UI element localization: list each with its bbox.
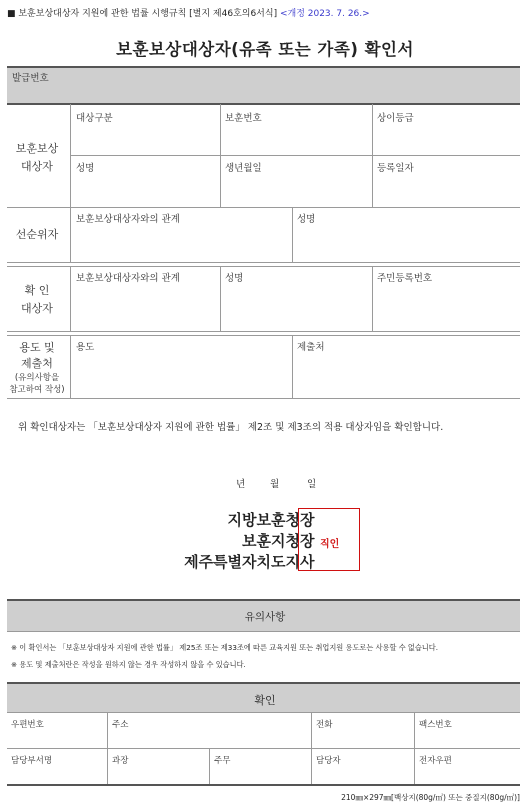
notes-title: 유의사항 xyxy=(244,611,286,623)
target-divider xyxy=(70,266,71,331)
confirm-row2-col3 xyxy=(311,748,312,784)
date-month: 월 xyxy=(270,479,280,490)
target-col3 xyxy=(372,266,373,331)
confirm-row1-col3 xyxy=(414,712,415,748)
dept-field[interactable]: 담당부서명 xyxy=(11,756,53,766)
successor-divider xyxy=(70,207,71,262)
notes-band-rule xyxy=(7,631,520,632)
section-chief-field[interactable]: 과장 xyxy=(112,756,129,766)
address-field[interactable]: 주소 xyxy=(112,720,129,730)
registration-date-field[interactable]: 등록일자 xyxy=(377,163,414,174)
successor-relation-field[interactable]: 보훈보상대상자와의 관계 xyxy=(76,214,180,225)
submit-to-field[interactable]: 제출처 xyxy=(297,342,325,353)
confirm-band-rule xyxy=(7,712,520,713)
issuer-suffix-1: 장 xyxy=(300,511,315,529)
confirm-title: 확인 xyxy=(254,694,276,707)
postal-code-field[interactable]: 우편번호 xyxy=(11,720,44,730)
issuer-line-1: 지방보훈청 xyxy=(227,511,300,529)
issuer-line-3: 제주특별자치도지 xyxy=(184,553,300,571)
target-name-field[interactable]: 성명 xyxy=(225,273,244,284)
resident-number-field[interactable]: 주민등록번호 xyxy=(377,273,433,284)
regulation-header xyxy=(7,6,370,19)
target-top-rule xyxy=(7,266,520,267)
top-rule xyxy=(7,66,520,68)
target-label-2: 대상자 xyxy=(21,301,53,315)
successor-bottom-rule xyxy=(7,262,520,263)
successor-name-field[interactable]: 성명 xyxy=(297,214,316,225)
successor-col2 xyxy=(292,207,293,262)
date-year: 년 xyxy=(236,479,246,490)
confirm-bottom-rule xyxy=(7,784,520,786)
target-label-1: 확 인 xyxy=(24,284,50,297)
date-day: 일 xyxy=(307,479,317,490)
usage-bottom-rule xyxy=(7,398,520,399)
issue-number-band xyxy=(7,67,520,103)
target-bottom-rule xyxy=(7,331,520,332)
usage-label-4: 참고하여 작성) xyxy=(9,385,65,396)
usage-col2 xyxy=(292,335,293,398)
target-relation-field[interactable]: 보훈보상대상자와의 관계 xyxy=(76,273,180,284)
usage-label-1: 용도 및 xyxy=(19,341,55,354)
confirm-row1-rule xyxy=(7,748,520,749)
confirm-row2-col2 xyxy=(209,748,210,784)
page-title: 보훈보상대상자(유족 또는 가족) 확인서 xyxy=(116,40,414,59)
target-label xyxy=(7,282,67,317)
veteran-number-field[interactable]: 보훈번호 xyxy=(225,113,262,124)
purpose-field[interactable]: 용도 xyxy=(76,342,95,353)
issuer-block xyxy=(170,510,300,573)
target-col2 xyxy=(220,266,221,331)
usage-label-2: 제출처 xyxy=(21,356,53,370)
paper-spec-footer: 210㎜×297㎜[백상지(80g/㎡) 또는 중질지(80g/㎡)] xyxy=(341,793,520,802)
recipient-label-1: 보훈보상 xyxy=(15,142,59,155)
fax-field[interactable]: 팩스번호 xyxy=(419,720,452,730)
email-field[interactable]: 전자우편 xyxy=(419,756,452,766)
officer-field[interactable]: 담당자 xyxy=(316,756,341,766)
recipient-label-2: 대상자 xyxy=(21,159,53,173)
confirm-row1-col2 xyxy=(311,712,312,748)
issue-number-label: 발급번호 xyxy=(12,73,49,84)
usage-label xyxy=(7,340,67,397)
note-item-2: ※ 용도 및 제출처란은 작성을 원하지 않는 경우 작성하지 않을 수 있습니다. xyxy=(11,660,246,669)
note-item-1: ※ 이 확인서는 「보훈보상대상자 지원에 관한 법률」 제25조 또는 제33조에 따른 교육지원 또는 취업지원 용도로는 사용할 수 없습니다. xyxy=(11,643,438,652)
seal-label: 직인 xyxy=(320,539,340,550)
regulation-text: ■ 보훈보상대상자 지원에 관한 법률 시행규칙 [별지 제46호의6서식] xyxy=(7,9,278,19)
issuer-suffix-2: 장 xyxy=(300,532,315,550)
revision-text: <개정 2023. 7. 26.> xyxy=(279,9,370,19)
birth-date-field[interactable]: 생년월일 xyxy=(225,163,262,174)
confirm-row2-col4 xyxy=(414,748,415,784)
confirm-row1-col1 xyxy=(107,712,108,748)
staff-field[interactable]: 주무 xyxy=(214,756,231,766)
recipient-mid-rule xyxy=(70,155,520,156)
recipient-name-field[interactable]: 성명 xyxy=(76,163,95,174)
phone-field[interactable]: 전화 xyxy=(316,720,333,730)
issue-rule xyxy=(7,103,520,105)
category-field[interactable]: 대상구분 xyxy=(76,113,113,124)
issuer-suffix-3: 사 xyxy=(300,553,315,571)
usage-divider xyxy=(70,335,71,398)
recipient-label xyxy=(7,140,67,175)
usage-label-3: (유의사항을 xyxy=(14,372,60,383)
usage-top-rule xyxy=(7,335,520,336)
confirm-row2-col1 xyxy=(107,748,108,784)
issuer-line-2: 보훈지청 xyxy=(242,532,300,550)
disability-grade-field[interactable]: 상이등급 xyxy=(377,113,414,124)
recipient-bottom-rule xyxy=(7,207,520,208)
successor-label: 선순위자 xyxy=(15,228,59,241)
statement-text: 위 확인대상자는 「보훈보상대상자 지원에 관한 법률」 제2조 및 제3조의 적용 대상자임을 확인합니다. xyxy=(18,422,444,433)
